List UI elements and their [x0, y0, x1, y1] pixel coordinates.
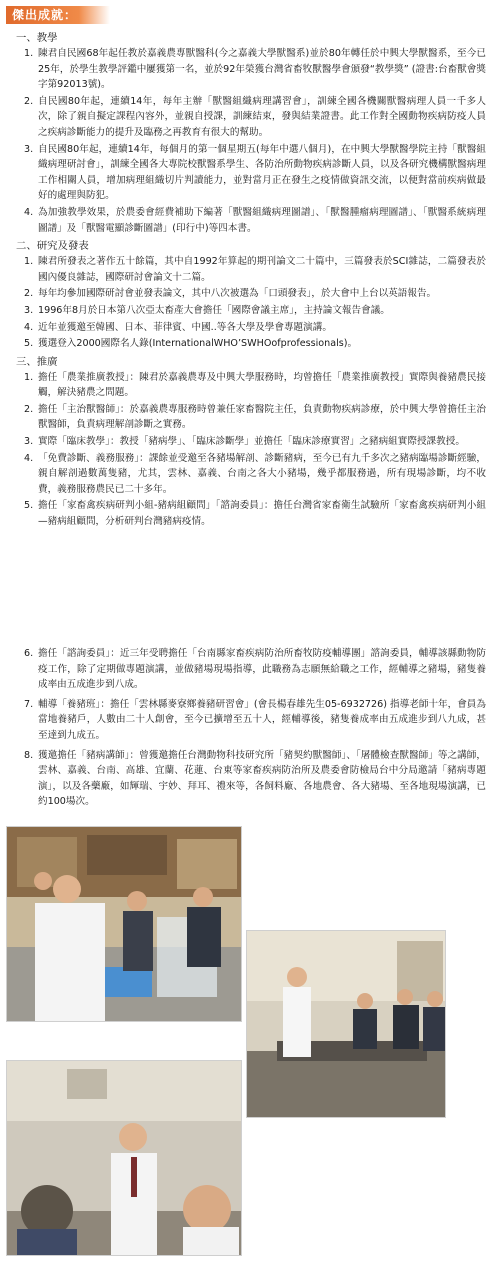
item-text: 獲選登入2000國際名人錄(InternationalWHO’SWHOofprofessionals)。 — [38, 338, 358, 350]
item-text: 「免費診斷、義務服務」：課餘並受邀至各豬場解剖、診斷豬病，至今已有九千多次之豬病臨場診斷經驗，親自解剖過數萬隻豬，尤其，雲林、嘉義、台南之各大小豬場，幾乎都服務過，所有現場診斷，均不收費，義務服務農民已二十多年。 — [38, 452, 486, 495]
item-text: 陳君所發表之著作五十餘篇，其中自1992年算起的期刊論文二十篇中，三篇發表於SCI雜誌，二篇發表於國內優良雜誌，國際研討會論文十二篇。 — [38, 256, 486, 283]
section-title-research: 二、研究及發表 — [16, 240, 89, 253]
item-number: 1. — [24, 48, 34, 59]
item-number: 6. — [24, 648, 34, 659]
list-item — [14, 303, 486, 319]
item-text: 擔任「家畜禽疾病研判小組-豬病組顧問」「諮詢委員」：擔任台灣省家畜衛生試驗所「家畜禽疾病研判小組—豬病組顧問，分析研判台灣豬病疫情。 — [38, 500, 486, 528]
section-title-extension: 三、推廣 — [16, 355, 58, 368]
list-item — [14, 646, 486, 693]
item-text: 擔任「諮詢委員」：近三年受聘擔任「台南縣家畜疾病防治所畜牧防疫輔導團」諮詢委員，輔導該縣動物防疫工作，除了定期做專題演講，並做豬場現場指導，此職務為志願無給職之工作，經輔導之豬場，豬隻養成率由五成進步到八成。 — [38, 648, 486, 691]
list-item — [14, 451, 486, 498]
item-text: 自民國80年起，連續14年，每年主辦「獸醫組織病理講習會」，訓練全國各機關獸醫病理人員一千多人次，除了親自擬定課程內容外，並親自授課，訓練結束，發與結業證書。此工作對全國動物疾病防疫人員之疾病診斷能力的提升及臨務之再教育有很大的幫助。 — [38, 95, 486, 138]
list-item — [14, 336, 486, 352]
photo-lecture-meeting — [246, 930, 446, 1118]
list-item — [14, 370, 486, 401]
item-text: 每年均參加國際研討會並發表論文，其中八次被選為「口頭發表」，於大會中上台以英語報告。 — [38, 288, 437, 300]
section-header-title: 傑出成就： — [12, 8, 78, 22]
list-item — [14, 94, 486, 141]
item-number: 1. — [24, 371, 34, 383]
item-text: 擔任「主治獸醫師」：於嘉義農專服務時曾兼任家畜醫院主任，負責動物疾病診療，於中興大學曾擔任主治獸醫師，負責病理解剖診斷之實務。 — [38, 403, 486, 431]
item-text: 自民國80年起，連續14年，每個月的第一個星期五(每年中選八個月)，在中興大學獸醫學院主持「獸醫組織病理研討會」，訓練全國各大專院校獸醫系學生、各防治所動物疾病診斷人員，以及各研究機構獸醫病理工作相關人員，增加病理組織切片判讀能力，並對當月正在發生之疫情做資訊交流，以便對當前疾病做最好的處理與防犯。 — [38, 143, 486, 202]
item-number: 4. — [24, 321, 34, 333]
list-item — [14, 286, 486, 302]
list-item — [14, 697, 486, 744]
item-text: 擔任「農業推廣教授」：陳君於嘉義農專及中興大學服務時，均曾擔任「農業推廣教授」實際與養豬農民接觸，解決豬農之問題。 — [38, 371, 486, 399]
item-text: 實際「臨床教學」：教授「豬病學」、「臨床診斷學」並擔任「臨床診療實習」之豬病組實際授課教授。 — [38, 436, 465, 448]
list-item — [14, 748, 486, 810]
photo-lecture-meeting-image — [247, 931, 446, 1118]
photo-lab-demonstration-image — [7, 827, 242, 1022]
item-number: 1. — [24, 256, 34, 268]
item-text: 獲邀擔任「豬病講師」：曾獲邀擔任台灣動物科技研究所「豬契約獸醫師」、「屠體檢查獸醫師」等之講師，雲林、嘉義、台南、高雄、宜蘭、花蓮、台東等家畜疾病防治所及農委會防檢局台中分局邀請「豬病專題演」，以及各藥廠，如輝瑞、宇妙、拜耳、禮來等，各飼料廠、各地農會、各大豬場、至各地現場演講，已約100場次。 — [38, 749, 486, 808]
achievements-list — [14, 28, 486, 531]
item-number: 5. — [24, 338, 34, 350]
achievements-list-continued — [14, 646, 486, 814]
item-number: 4. — [24, 206, 34, 218]
photo-group-lecture — [6, 1060, 242, 1256]
item-number: 2. — [24, 288, 34, 300]
item-text: 為加強教學效果，於農委會經費補助下編著「獸醫組織病理圖譜」、「獸醫腫瘤病理圖譜」、「獸醫系統病理圖譜」及「獸醫電顯診斷圖譜」(印行中)等四本書。 — [38, 206, 486, 234]
item-text: 輔導「養豬班」：擔任「雲林縣麥寮鄉養豬研習會」(會長楊春雄先生05-6932726) 指導老師十年，會員為當地養豬戶，人數由二十人創會，至今已擴增至五十人，經輔導後，豬隻養成率由五成進步到八九成，甚至達到九成五。 — [38, 698, 486, 741]
item-number: 7. — [24, 698, 34, 710]
item-number: 2. — [24, 403, 34, 415]
list-item — [14, 498, 486, 529]
list-item — [14, 254, 486, 285]
item-text: 1996年8月於日本第八次亞太畜產大會擔任「國際會議主席」，主持論文報告會議。 — [38, 304, 390, 316]
item-number: 2. — [24, 95, 34, 107]
item-text: 近年並獲邀至韓國、日本、菲律賓、中國..等各大學及學會專題演講。 — [38, 321, 332, 333]
section-title-teaching: 一、教學 — [16, 32, 58, 44]
list-item — [14, 46, 486, 93]
section-header — [6, 6, 110, 24]
item-number: 8. — [24, 749, 34, 761]
photo-lab-demonstration — [6, 826, 242, 1022]
list-item — [14, 402, 486, 433]
photo-group-lecture-image — [7, 1061, 242, 1256]
list-item — [14, 320, 486, 336]
list-item — [14, 205, 486, 236]
item-number: 3. — [24, 304, 34, 316]
item-number: 3. — [24, 436, 34, 448]
item-number: 5. — [24, 500, 34, 512]
list-item — [14, 142, 486, 204]
list-item — [14, 434, 486, 450]
item-text: 陳君自民國68年起任教於嘉義農專獸醫科(今之嘉義大學獸醫系)並於80年轉任於中興大學獸醫系，至今已25年，於學生教學評鑑中屢獲第一名，並於92年榮獲台灣省畜牧獸醫學會頒發“教學獎” (證書:台畜獸會獎字第92013號)。 — [38, 48, 486, 91]
item-number: 4. — [24, 452, 34, 464]
item-number: 3. — [24, 143, 34, 155]
